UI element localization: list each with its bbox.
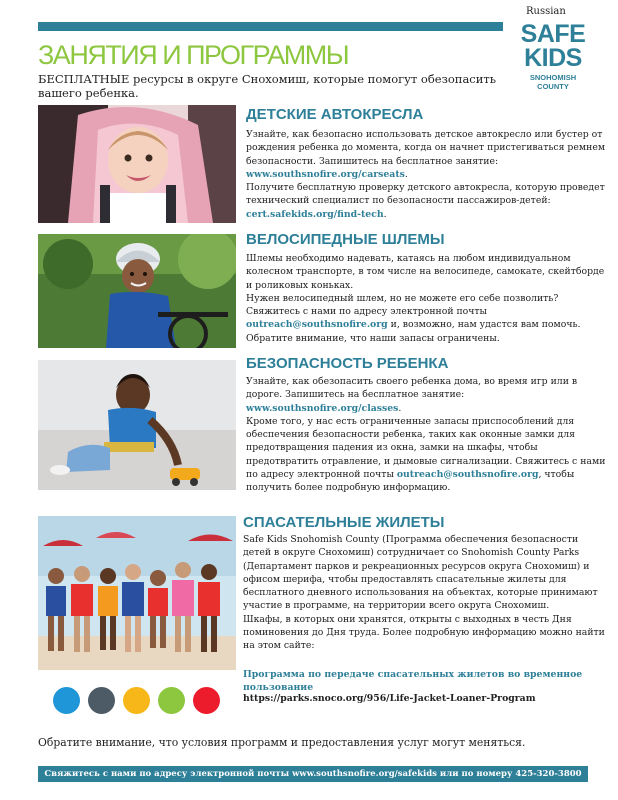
helmets-email-link[interactable]: outreach@southsnofire.org [246, 319, 388, 331]
language-label: Russian [526, 6, 566, 17]
helmets-body [246, 252, 606, 345]
lifejackets-body [243, 533, 605, 653]
childsafety-body [246, 375, 606, 495]
dot-green [158, 687, 185, 714]
photo-baby-carseat [38, 105, 236, 223]
carseats-title: ДЕТСКИЕ АВТОКРЕСЛА [246, 106, 424, 123]
photo-toddler-toy-car [38, 360, 236, 490]
carseats-p1: Узнайте, как безопасно использовать детское автокресло или бустер от рождения ребенка до момента, когда он начнет пристегиваться ремнем безопасности. Запишитесь на бесплатное занятие: [246, 129, 606, 167]
carseats-link[interactable]: www.southsnofire.org/carseats [246, 168, 405, 180]
dot-yellow [123, 687, 150, 714]
logo-line-county: COUNTY [537, 82, 569, 91]
helmets-title: ВЕЛОСИПЕДНЫЕ ШЛЕМЫ [246, 231, 445, 248]
childsafety-p2-end: , чтобы получить более подробную информацию. [246, 469, 575, 494]
childsafety-p1-end: . [398, 402, 402, 414]
photo-boy-helmet [38, 234, 236, 348]
helmets-p2-end: и, возможно, нам удастся вам помочь. Обратите внимание, что наши запасы ограничены. [246, 319, 581, 344]
childsafety-p2: Кроме того, у нас есть ограниченные запасы приспособлений для обеспечения безопасности ребенка, таких как оконные замки для предотвращения падения из окна, замки на шкафы, чтобы предотвратить отравление, и дымовые сигнализации. Свяжитесь с нами по адресу электронной почты [246, 415, 606, 481]
childsafety-title: БЕЗОПАСНОСТЬ РЕБЕНКА [246, 355, 449, 372]
intro-rest: ресурсы в округе Снохомиш, которые помогут обезопасить вашего ребенка. [38, 72, 497, 100]
top-rule [38, 22, 503, 31]
find-tech-link[interactable]: cert.safekids.org/find-tech [246, 208, 384, 220]
carseats-p2-end: . [383, 208, 387, 220]
safe-kids-logo [517, 22, 589, 100]
dot-blue [53, 687, 80, 714]
childsafety-email-link[interactable]: outreach@southsnofire.org [396, 469, 539, 481]
note-text: Обратите внимание, что условия программ и предоставления услуг могут меняться. [38, 736, 526, 749]
lifejackets-p1: Safe Kids Snohomish County (Программа обеспечения безопасности детей в округе Снохомиш) сотрудничает со Snohomish County Parks (Департамент парков и рекреационных ресурсов округа Снохомиш) и офисом шерифа, чтобы предоставлять спасательные жилеты для бесплатного дневного использования на объектах, которые принимают участие в программе, на территории всего округа Снохомиш. [243, 534, 598, 612]
helmets-p1: Шлемы необходимо надевать, катаясь на любом индивидуальном колесном транспорте, в том числе на велосипеде, самокате, скейтборде и роликовых коньках. [246, 253, 605, 291]
logo-line-snohomish: SNOHOMISH [529, 73, 577, 82]
intro-text [38, 72, 508, 100]
carseats-p1-end: . [404, 168, 408, 180]
logo-line-kids: KIDS [524, 44, 582, 72]
helmets-p2: Нужен велосипедный шлем, но не можете его себе позволить? Свяжитесь с нами по адресу электронной почты [246, 292, 559, 318]
childsafety-p1: Узнайте, как обезопасить своего ребенка дома, во время игр или в дороге. Запишитесь на бесплатное занятие: [246, 376, 578, 401]
dot-gray [88, 687, 115, 714]
classes-link[interactable]: www.southsnofire.org/classes [246, 402, 399, 414]
dot-red [193, 687, 220, 714]
carseats-p2: Получите бесплатную проверку детского автокресла, которую проведет технический специалист по безопасности пассажиров-детей: [246, 182, 605, 207]
intro-caps: БЕСПЛАТНЫЕ [38, 72, 130, 86]
lifejackets-title: СПАСАТЕЛЬНЫЕ ЖИЛЕТЫ [243, 514, 445, 531]
lifejackets-p2: Шкафы, в которых они хранятся, открыты с выходных в честь Дня поминовения до Дня труда. Более подробную информацию можно найти на этом сайте: [243, 613, 605, 652]
carseats-body [246, 128, 606, 221]
logo-line-safe: SAFE [520, 20, 586, 48]
photo-kids-life-jackets [38, 516, 236, 670]
loaner-program-url[interactable]: https://parks.snoco.org/956/Life-Jacket-Loaner-Program [243, 693, 536, 704]
loaner-program-title: Программа по передаче спасательных жилетов во временное пользование [243, 669, 583, 694]
page-title: ЗАНЯТИЯ И ПРОГРАММЫ [38, 40, 349, 70]
footer-contact-bar: Свяжитесь с нами по адресу электронной почты www.southsnofire.org/safekids или по номеру 425-320-3800 [38, 766, 588, 782]
